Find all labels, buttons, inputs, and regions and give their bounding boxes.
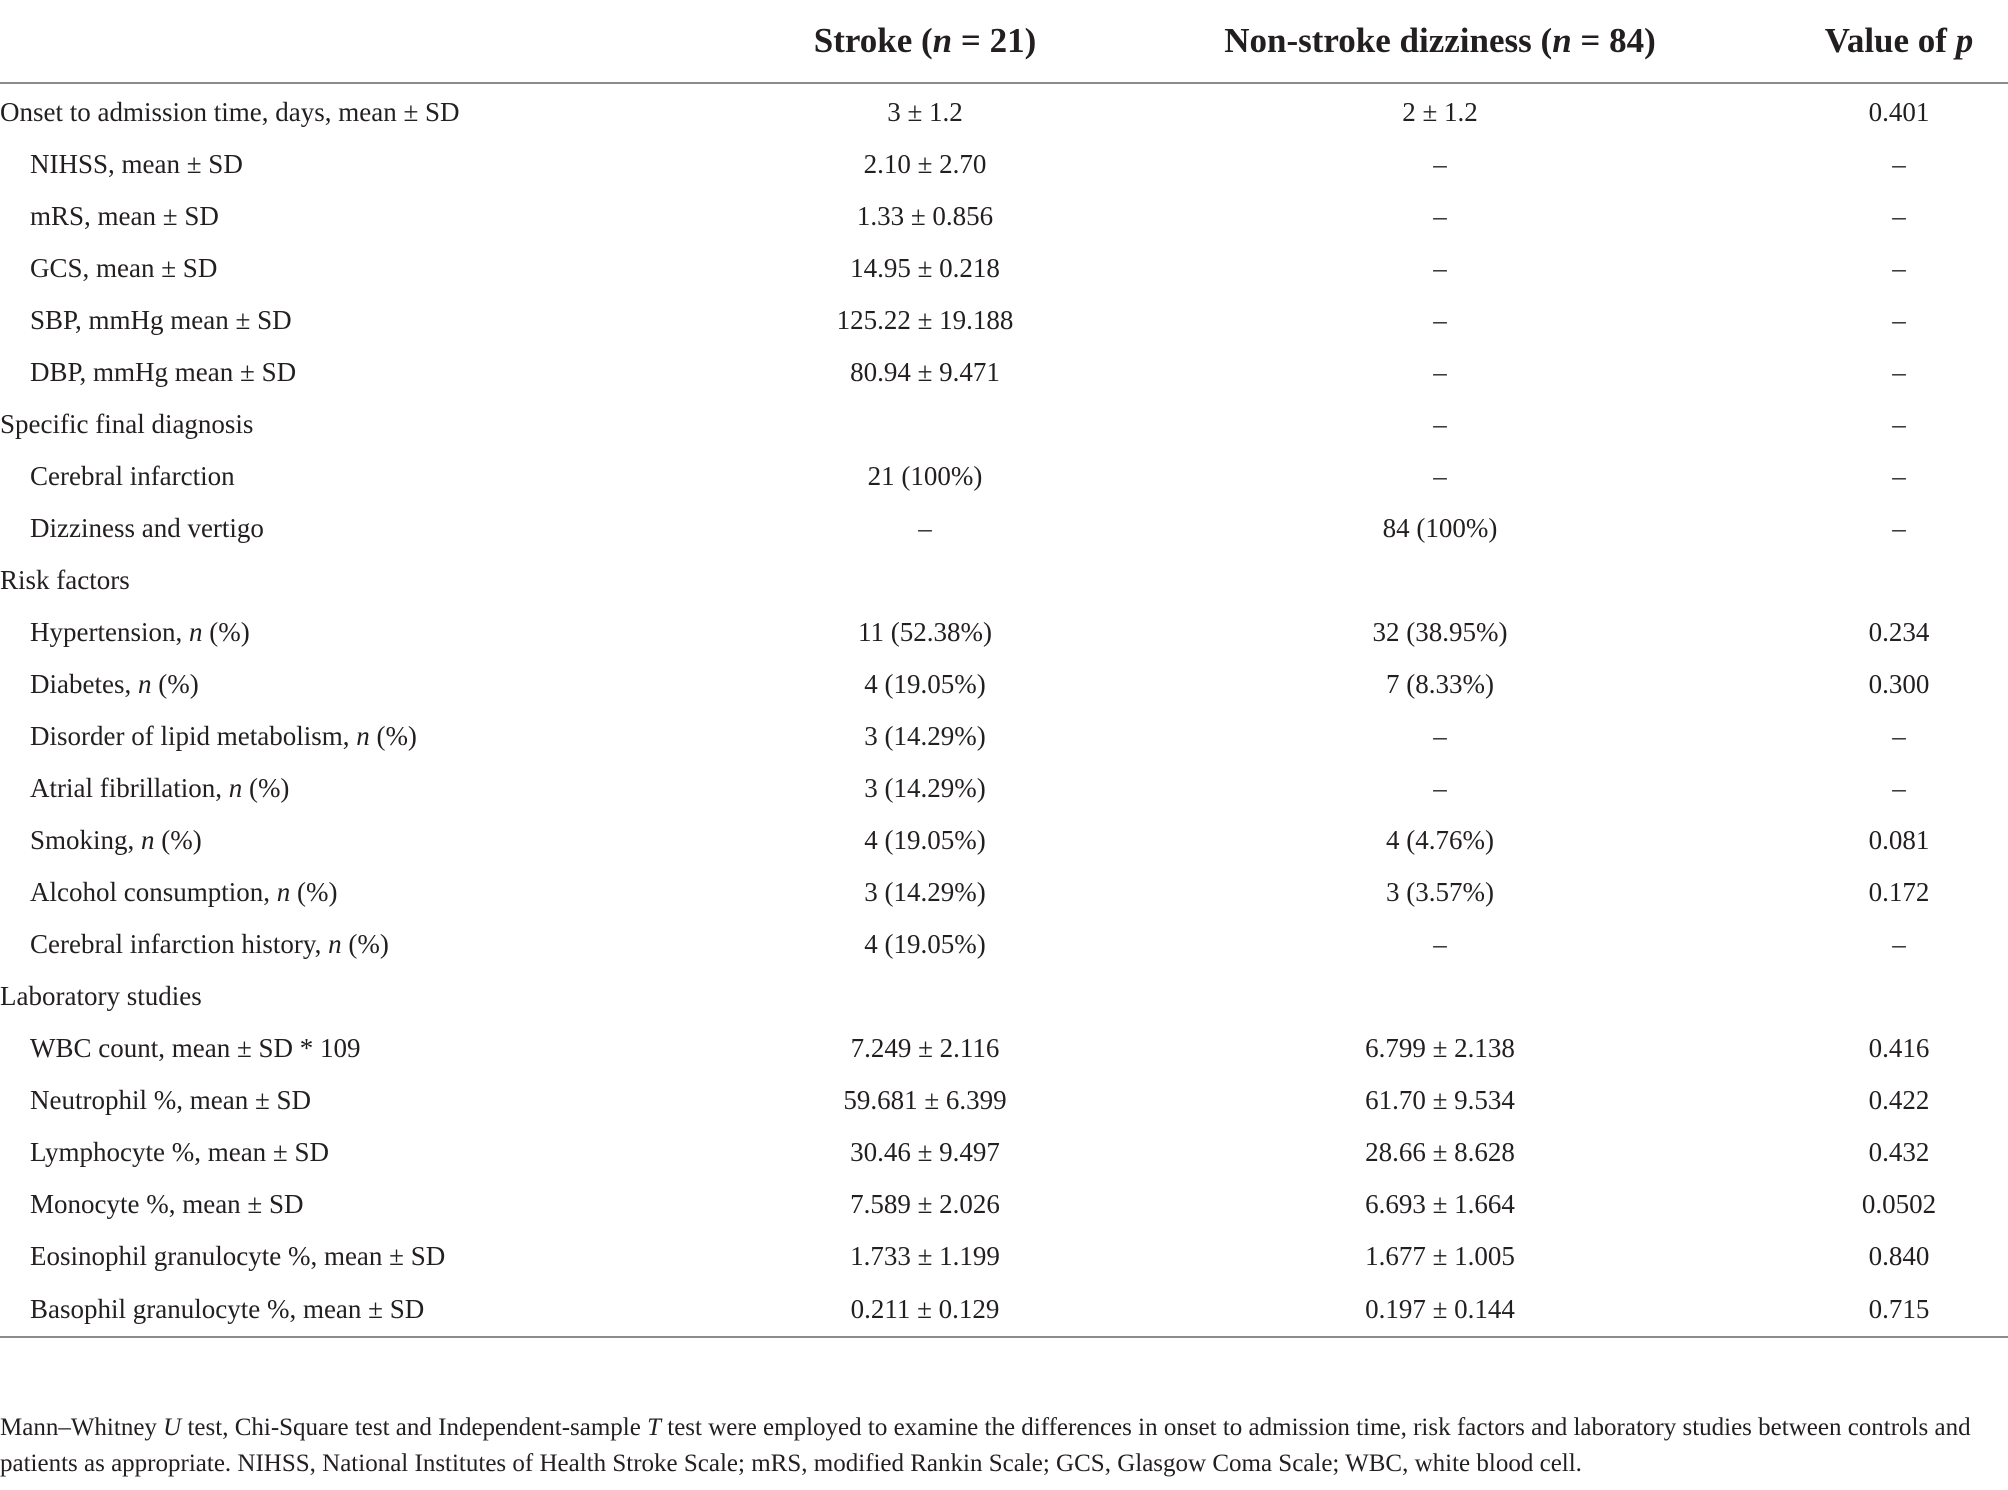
cell-stroke: 3 ± 1.2 [887,96,963,127]
table-header [0,0,2008,83]
cell-non-stroke: – [1433,304,1447,335]
row-label: Basophil granulocyte %, mean ± SD [0,1282,760,1337]
header-non-stroke: Non-stroke dizziness (n = 84) [1090,0,1790,83]
cell-non-stroke [1090,554,1790,606]
cell-stroke: – [918,512,932,543]
table-row [0,1022,2008,1074]
header-p-value: Value of p [1790,0,2008,83]
cell-p-value: – [1892,460,1906,491]
table-row [0,1282,2008,1337]
row-label: Hypertension, n (%) [30,616,250,647]
table-row [0,502,2008,554]
cell-non-stroke: – [1433,460,1447,491]
row-label: GCS, mean ± SD [30,252,218,283]
table-row [0,762,2008,814]
cell-stroke: 1.33 ± 0.856 [856,200,994,231]
row-label: DBP, mmHg mean ± SD [30,356,297,387]
cell-stroke: 14.95 ± 0.218 [850,252,1000,283]
cell-non-stroke: – [1433,200,1447,231]
row-label: Onset to admission time, days, mean ± SD [0,96,460,127]
cell-p-value: 0.172 [1868,876,1930,907]
row-label: Lymphocyte %, mean ± SD [30,1136,330,1167]
row-label: Disorder of lipid metabolism, n (%) [30,720,417,751]
cell-stroke [760,554,1090,606]
cell-p-value: 0.416 [1868,1032,1930,1063]
cell-p-value: 0.300 [1868,668,1930,699]
cell-stroke [760,970,1090,1022]
table-row [0,83,2008,138]
cell-p-value: – [1892,772,1906,803]
cell-non-stroke: – [1433,772,1447,803]
table-row [0,1178,2008,1230]
cell-non-stroke: 4 (4.76%) [1386,824,1494,855]
cell-non-stroke: – [1433,148,1447,179]
table-row [0,710,2008,762]
cell-non-stroke: 84 (100%) [1382,512,1498,543]
cell-non-stroke: – [1433,408,1447,439]
table-row [0,346,2008,398]
cell-stroke: 59.681 ± 6.399 [843,1084,1007,1115]
table-row [0,1126,2008,1178]
row-label: Specific final diagnosis [0,408,254,439]
cell-non-stroke: 6.799 ± 2.138 [1365,1032,1515,1063]
header-row [0,0,2008,83]
row-label: Atrial fibrillation, n (%) [30,772,290,803]
header-label [0,0,760,83]
cell-stroke: 0.211 ± 0.129 [760,1282,1090,1337]
cell-non-stroke: 32 (38.95%) [1372,616,1508,647]
table-row [0,450,2008,502]
cell-p-value: 0.401 [1868,96,1930,127]
row-label: Laboratory studies [0,980,202,1011]
cell-non-stroke: – [1433,720,1447,751]
cell-p-value: – [1892,720,1906,751]
cell-p-value: – [1892,356,1906,387]
cell-p-value: 0.234 [1868,616,1930,647]
row-label: Cerebral infarction history, n (%) [30,928,389,959]
cell-non-stroke: 0.197 ± 0.144 [1090,1282,1790,1337]
cell-non-stroke [1090,970,1790,1022]
cell-stroke: 125.22 ± 19.188 [836,304,1014,335]
cell-non-stroke: 6.693 ± 1.664 [1365,1188,1515,1219]
cell-p-value [1790,970,2008,1022]
row-label: Smoking, n (%) [30,824,202,855]
cell-non-stroke: 1.677 ± 1.005 [1365,1240,1515,1271]
cell-stroke: 4 (19.05%) [864,668,986,699]
row-label: Cerebral infarction [30,460,235,491]
row-label: Risk factors [0,564,130,595]
cell-p-value: – [1892,512,1906,543]
row-label: Eosinophil granulocyte %, mean ± SD [30,1240,446,1271]
cell-p-value: – [1892,200,1906,231]
cell-stroke: 3 (14.29%) [864,720,986,751]
table-row [0,970,2008,1022]
cell-stroke: 30.46 ± 9.497 [850,1136,1000,1167]
table-row [0,866,2008,918]
row-label: Neutrophil %, mean ± SD [30,1084,312,1115]
cell-stroke: 4 (19.05%) [864,824,986,855]
table-row [0,242,2008,294]
row-label: Diabetes, n (%) [30,668,199,699]
cell-stroke: 7.589 ± 2.026 [850,1188,1000,1219]
cell-stroke: 7.249 ± 2.116 [850,1032,1000,1063]
row-label: Alcohol consumption, n (%) [30,876,338,907]
cell-non-stroke: 3 (3.57%) [1386,876,1494,907]
row-label: Monocyte %, mean ± SD [30,1188,304,1219]
table-row [0,398,2008,450]
cell-stroke: 2.10 ± 2.70 [863,148,987,179]
cell-p-value: 0.422 [1868,1084,1930,1115]
cell-p-value: 0.715 [1790,1282,2008,1337]
cell-p-value: – [1892,252,1906,283]
table-row [0,1230,2008,1282]
row-label: WBC count, mean ± SD * 109 [30,1032,361,1063]
cell-non-stroke: 28.66 ± 8.628 [1365,1136,1515,1167]
cell-p-value: – [1892,304,1906,335]
row-label: NIHSS, mean ± SD [30,148,243,179]
table-row [0,814,2008,866]
table-row [0,294,2008,346]
header-stroke: Stroke (n = 21) [760,0,1090,83]
cell-p-value: – [1892,148,1906,179]
cell-stroke: 21 (100%) [867,460,983,491]
cell-non-stroke: – [1433,928,1447,959]
footnote-text: Mann–Whitney U test, Chi-Square test and Independent-sample T test were employed to examine the differences in onset to admission time, risk factors and laboratory studies between controls and patients as appropriate. NIHSS, National Institutes of Health Stroke Scale; mRS, modified Rankin Scale; GCS, Glasgow Coma Scale; WBC, white blood cell. [0,1414,1971,1477]
cell-stroke: 4 (19.05%) [864,928,986,959]
table-row [0,658,2008,710]
table-footnote [0,1410,2000,1482]
table-row [0,918,2008,970]
cell-non-stroke: 61.70 ± 9.534 [1365,1084,1515,1115]
table-row [0,190,2008,242]
table-row [0,606,2008,658]
cell-p-value: 0.840 [1868,1240,1930,1271]
cell-non-stroke: – [1433,356,1447,387]
table-row [0,138,2008,190]
row-label: Dizziness and vertigo [30,512,264,543]
cell-p-value: 0.432 [1868,1136,1930,1167]
cell-p-value [1790,554,2008,606]
cell-non-stroke: – [1433,252,1447,283]
cell-stroke: 1.733 ± 1.199 [850,1240,1000,1271]
cell-stroke: 80.94 ± 9.471 [850,356,1000,387]
cell-p-value: 0.081 [1868,824,1930,855]
cell-p-value: 0.0502 [1861,1188,1937,1219]
cell-stroke: 3 (14.29%) [864,876,986,907]
table-row [0,1074,2008,1126]
cell-stroke: 11 (52.38%) [858,616,992,647]
cell-non-stroke: 7 (8.33%) [1386,668,1494,699]
cell-p-value: – [1892,408,1906,439]
row-label: SBP, mmHg mean ± SD [30,304,292,335]
cell-p-value: – [1892,928,1906,959]
row-label: mRS, mean ± SD [30,200,219,231]
table-row [0,554,2008,606]
cell-stroke: 3 (14.29%) [864,772,986,803]
cell-stroke [760,398,1090,450]
table-body [0,83,2008,1337]
cell-non-stroke: 2 ± 1.2 [1402,96,1478,127]
